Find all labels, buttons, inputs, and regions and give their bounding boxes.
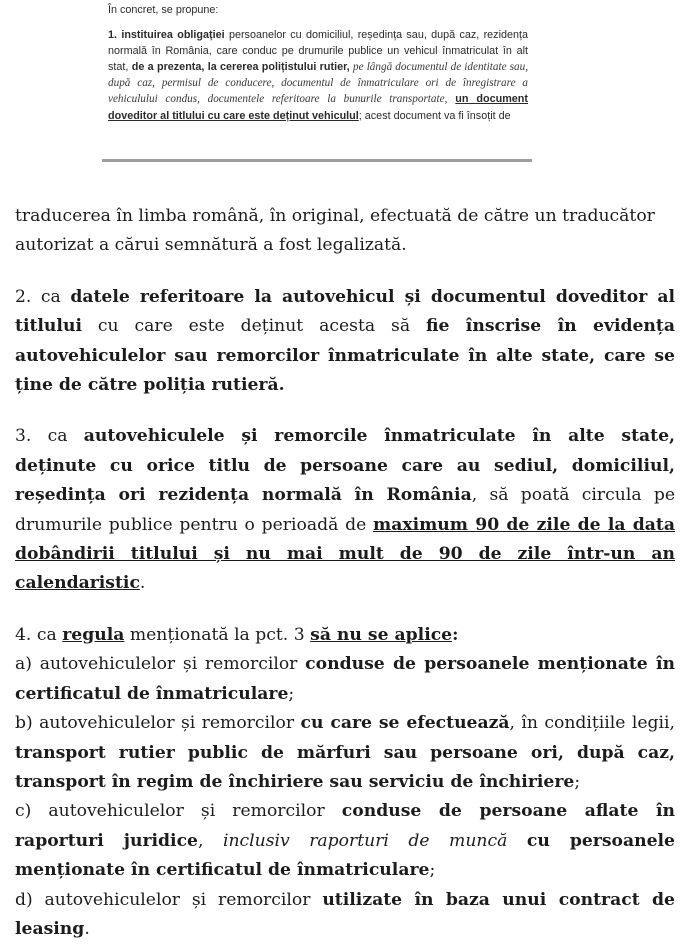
paragraph-point-4 [15,621,675,650]
point-text: 4. ca [15,624,63,645]
item-text: c) autovehiculelor și remorcilor [15,801,342,822]
list-item-c [15,797,675,885]
point-underlined-text: maximum 90 de zile de la data dobândirii titlului și nu mai mult de 90 de zile într-un an calendaristic [15,514,675,594]
paragraph-point-2 [15,283,675,401]
excerpt-bold-text: de a prezenta, la cererea polițistului rutier, [131,61,350,74]
item-text: , în condițiile legii, [509,713,675,734]
point-text: menționată la pct. 3 [124,624,311,645]
paragraph-gap [15,400,675,422]
item-italic-text: inclusiv raporturi de muncă [222,830,508,851]
list-item-b [15,709,675,797]
excerpt-bold-text: instituirea obligației [121,29,225,42]
item-text: d) autovehiculelor și remorcilor [15,889,323,910]
point-text: , să poată circula pe drumurile publice pentru o perioadă de [15,485,675,535]
point-text: cu care este deținut acesta să [82,316,426,337]
item-text: ; [574,771,581,792]
item-text: a) autovehiculelor și remorcilor [15,654,306,675]
paragraph-point-3 [15,422,675,598]
item-text: , [198,830,223,851]
excerpt-text: ; acest document va fi însoțit de [358,109,511,122]
point-text: . [139,573,146,594]
document-body [15,202,675,944]
item-bold-text: cu persoanele menționate în certificatul de înmatriculare [15,830,675,881]
excerpt-text: persoanelor cu domiciliul, reședința sau, după caz, rezidența normală în România, care conduc pe drumurile publice un vehicul înmatriculat în alt stat, [108,29,528,74]
item-bold-text: transport rutier public de mărfuri sau persoane ori, după caz, transport în regim de închiriere sau serviciu de închiriere [15,742,675,792]
paragraph-gap [15,261,675,283]
excerpt-intro: În concret, se propune: [108,4,219,16]
excerpt-underlined-text: un document doveditor al titlului cu care este deținut vehiculul [108,93,528,122]
list-item-d [15,886,675,944]
item-bold-text: conduse de persoane aflate în raporturi juridice [15,801,675,851]
scanned-excerpt [108,2,528,157]
item-bold-text: cu care se efectuează [300,713,510,734]
list-item-a [15,650,675,709]
paragraph-translation: traducerea în limba română, în original, efectuată de către un traducător autorizat a cărui semnătură a fost legalizată. [15,206,655,256]
point-bold-text: autovehiculele și remorcile înmatriculate în alte state, deținute cu orice titlu de persoane care au sediul, domiciliul, reședința ori rezidența normală în România [15,426,676,506]
item-text: ; [429,860,436,881]
point-bold-text: fie înscrise în evidența autovehiculelor sau remorcilor înmatriculate în alte state, care se ține de către poliția rutieră. [15,316,675,396]
excerpt-point-number: 1. [108,29,118,42]
excerpt-bottom-rule [102,159,532,162]
item-text: ; [288,683,295,704]
paragraph-gap [15,599,675,621]
item-text: b) autovehiculelor și remorcilor [15,713,301,734]
item-bold-text: conduse de persoanele menționate în certificatul de înmatriculare [15,654,675,704]
point-text: 2. ca [15,286,71,307]
point-text: 3. ca [15,426,84,447]
point-text: : [452,624,459,645]
item-bold-text: utilizate în baza unui contract de leasing [15,889,675,939]
item-text: . [84,918,90,939]
point-underlined-text: să nu se aplice [310,624,453,645]
point-bold-text: datele referitoare la autovehicul și documentul doveditor al titlului [15,286,676,337]
excerpt-point-1 [108,27,528,124]
point-underlined-text: regula [62,624,125,645]
item-text [507,831,526,851]
excerpt-italic-text: pe lângă documentul de identitate sau, după caz, permisul de conducere, documentul de înmatriculare ori de înregistrare a vehiculului condus, documentele referitoare la bunurile transportate, [108,61,529,106]
